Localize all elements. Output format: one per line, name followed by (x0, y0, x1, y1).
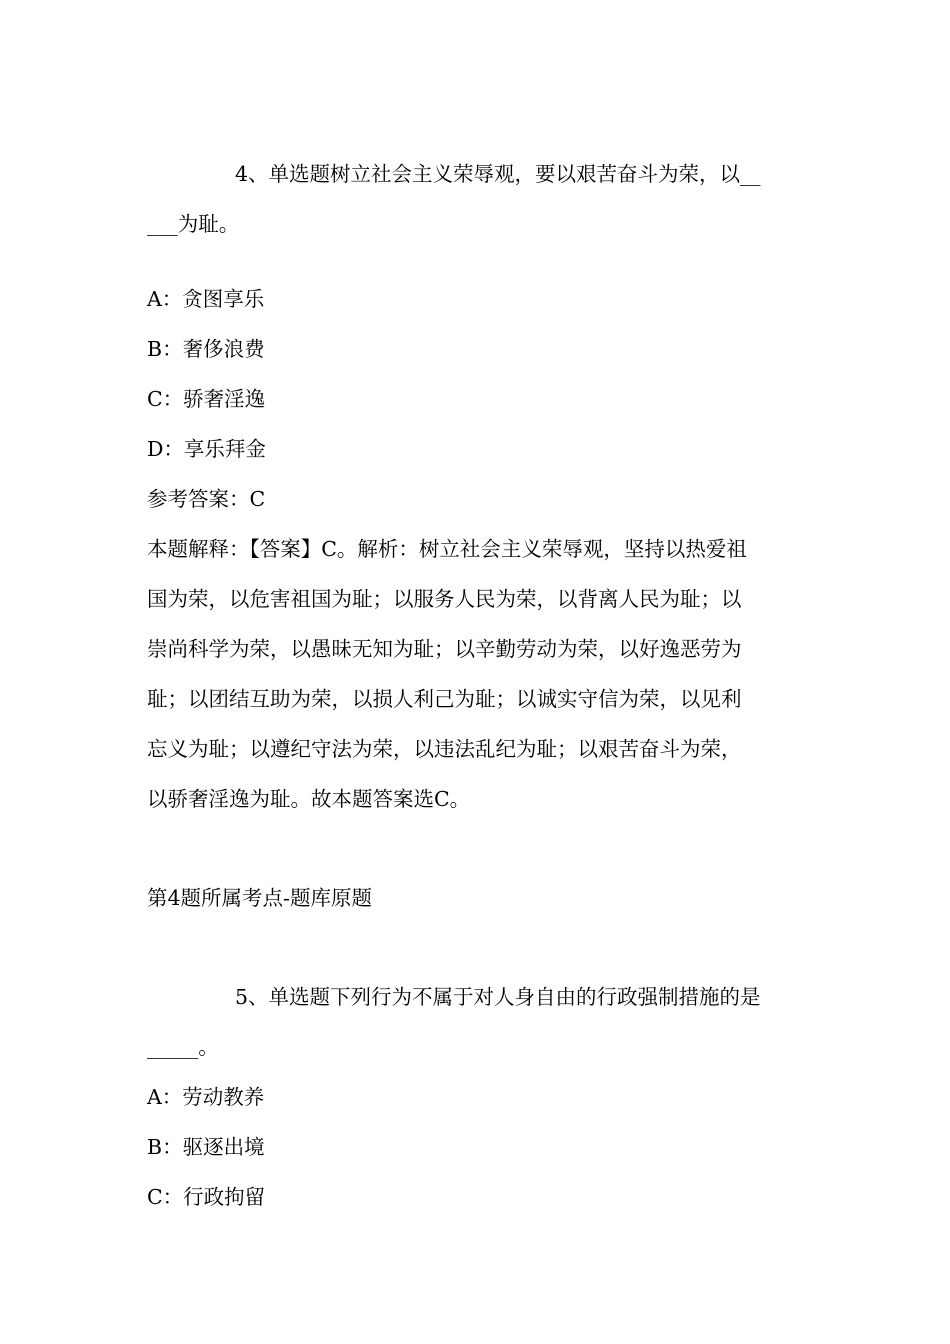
q5-stem-line-1: 5、单选题下列行为不属于对人身自由的行政强制措施的是 (235, 985, 761, 1009)
q4-explanation-line-6: 以骄奢淫逸为耻。故本题答案选C。 (147, 787, 471, 811)
q4-explanation-line-3: 崇尚科学为荣，以愚昧无知为耻；以辛勤劳动为荣，以好逸恶劳为 (147, 637, 742, 661)
q4-explanation-line-2: 国为荣，以危害祖国为耻；以服务人民为荣，以背离人民为耻；以 (147, 587, 742, 611)
q5-option-b: B：驱逐出境 (147, 1135, 265, 1159)
q4-option-a: A：贪图享乐 (147, 287, 265, 311)
q4-option-d: D：享乐拜金 (147, 437, 266, 461)
q5-option-c: C：行政拘留 (147, 1185, 266, 1209)
q5-stem-line-2: _____。 (147, 1035, 219, 1059)
q4-stem-line-2: ___为耻。 (147, 212, 240, 236)
q4-option-b: B：奢侈浪费 (147, 337, 265, 361)
q4-explanation-line-5: 忘义为耻；以遵纪守法为荣，以违法乱纪为耻；以艰苦奋斗为荣， (147, 737, 742, 761)
q4-explanation-line-1: 本题解释：【答案】C。解析：树立社会主义荣辱观，坚持以热爱祖 (147, 537, 747, 561)
q4-explanation-line-4: 耻；以团结互助为荣，以损人利己为耻；以诚实守信为荣，以见利 (147, 687, 742, 711)
q4-option-c: C：骄奢淫逸 (147, 387, 266, 411)
q4-stem-line-1: 4、单选题树立社会主义荣辱观，要以艰苦奋斗为荣，以__ (235, 162, 761, 186)
q5-option-a: A：劳动教养 (147, 1085, 265, 1109)
q4-answer: 参考答案：C (147, 487, 266, 511)
q4-topic: 第4题所属考点-题库原题 (147, 886, 372, 910)
